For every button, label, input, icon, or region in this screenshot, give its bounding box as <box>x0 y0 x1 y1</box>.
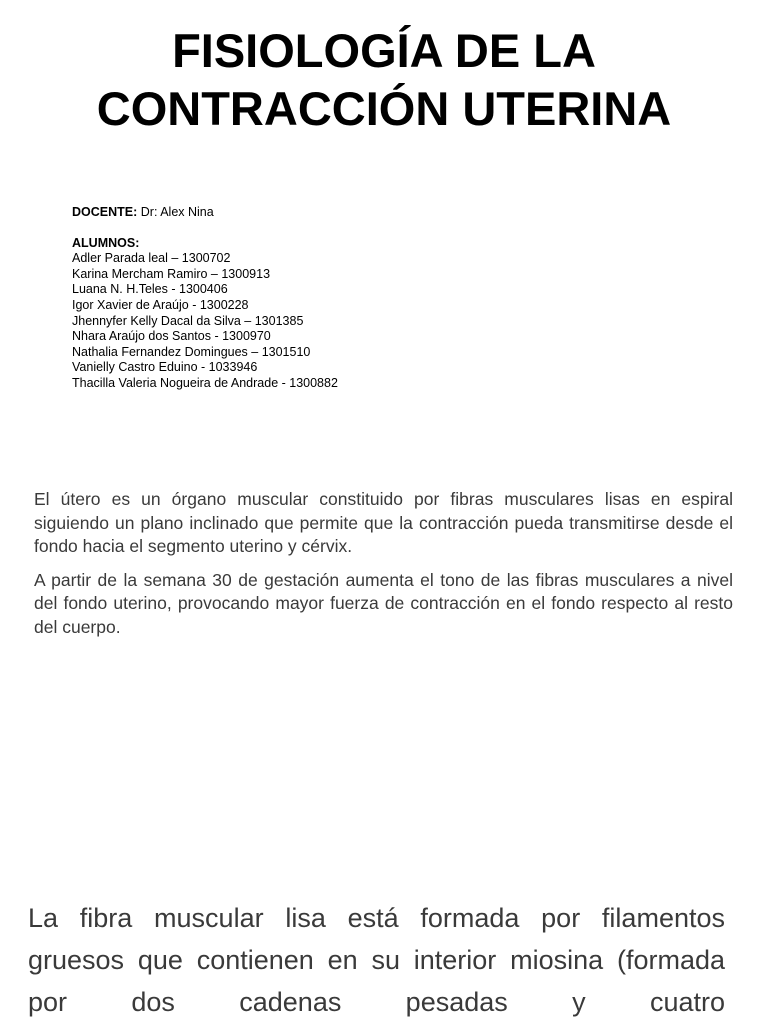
title-line-1: FISIOLOGÍA DE LA <box>172 24 596 77</box>
page-title <box>0 22 768 138</box>
student-item: Vanielly Castro Eduino - 1033946 <box>72 360 258 375</box>
intro-section <box>34 488 733 649</box>
docente-label: DOCENTE: <box>72 205 138 219</box>
intro-paragraph-2: A partir de la semana 30 de gestación aumenta el tono de las fibras musculares a nivel del fondo uterino, provocando mayor fuerza de contracción en el fondo respecto al resto del cuerpo. <box>34 569 733 637</box>
student-item: Jhennyfer Kelly Dacal da Silva – 1301385 <box>72 313 304 328</box>
student-item: Igor Xavier de Araújo - 1300228 <box>72 297 249 312</box>
intro-paragraph-1: El útero es un órgano muscular constituido por fibras musculares lisas en espiral siguiendo un plano inclinado que permite que la contracción pueda transmitirse desde el fondo hacia el segmento uterino y cérvix. <box>34 489 733 556</box>
credits-block <box>72 205 338 392</box>
alumnos-list <box>72 251 338 391</box>
fibra-paragraph: La fibra muscular lisa está formada por filamentos gruesos que contienen en su interior miosina (formada por dos cadenas pesadas y cuatro <box>28 903 725 1017</box>
student-item: Karina Mercham Ramiro – 1300913 <box>72 266 271 281</box>
alumnos-label: ALUMNOS: <box>72 235 140 250</box>
student-item: Luana N. H.Teles - 1300406 <box>72 282 228 297</box>
student-item: Thacilla Valeria Nogueira de Andrade - 1300882 <box>72 375 338 390</box>
docente-name: Dr: Alex Nina <box>140 205 214 219</box>
docente-line <box>72 205 338 221</box>
student-item: Nhara Araújo dos Santos - 1300970 <box>72 329 271 344</box>
title-line-2: CONTRACCIÓN UTERINA <box>96 82 672 135</box>
student-item: Nathalia Fernandez Domingues – 1301510 <box>72 344 311 359</box>
student-item: Adler Parada leal – 1300702 <box>72 251 231 266</box>
